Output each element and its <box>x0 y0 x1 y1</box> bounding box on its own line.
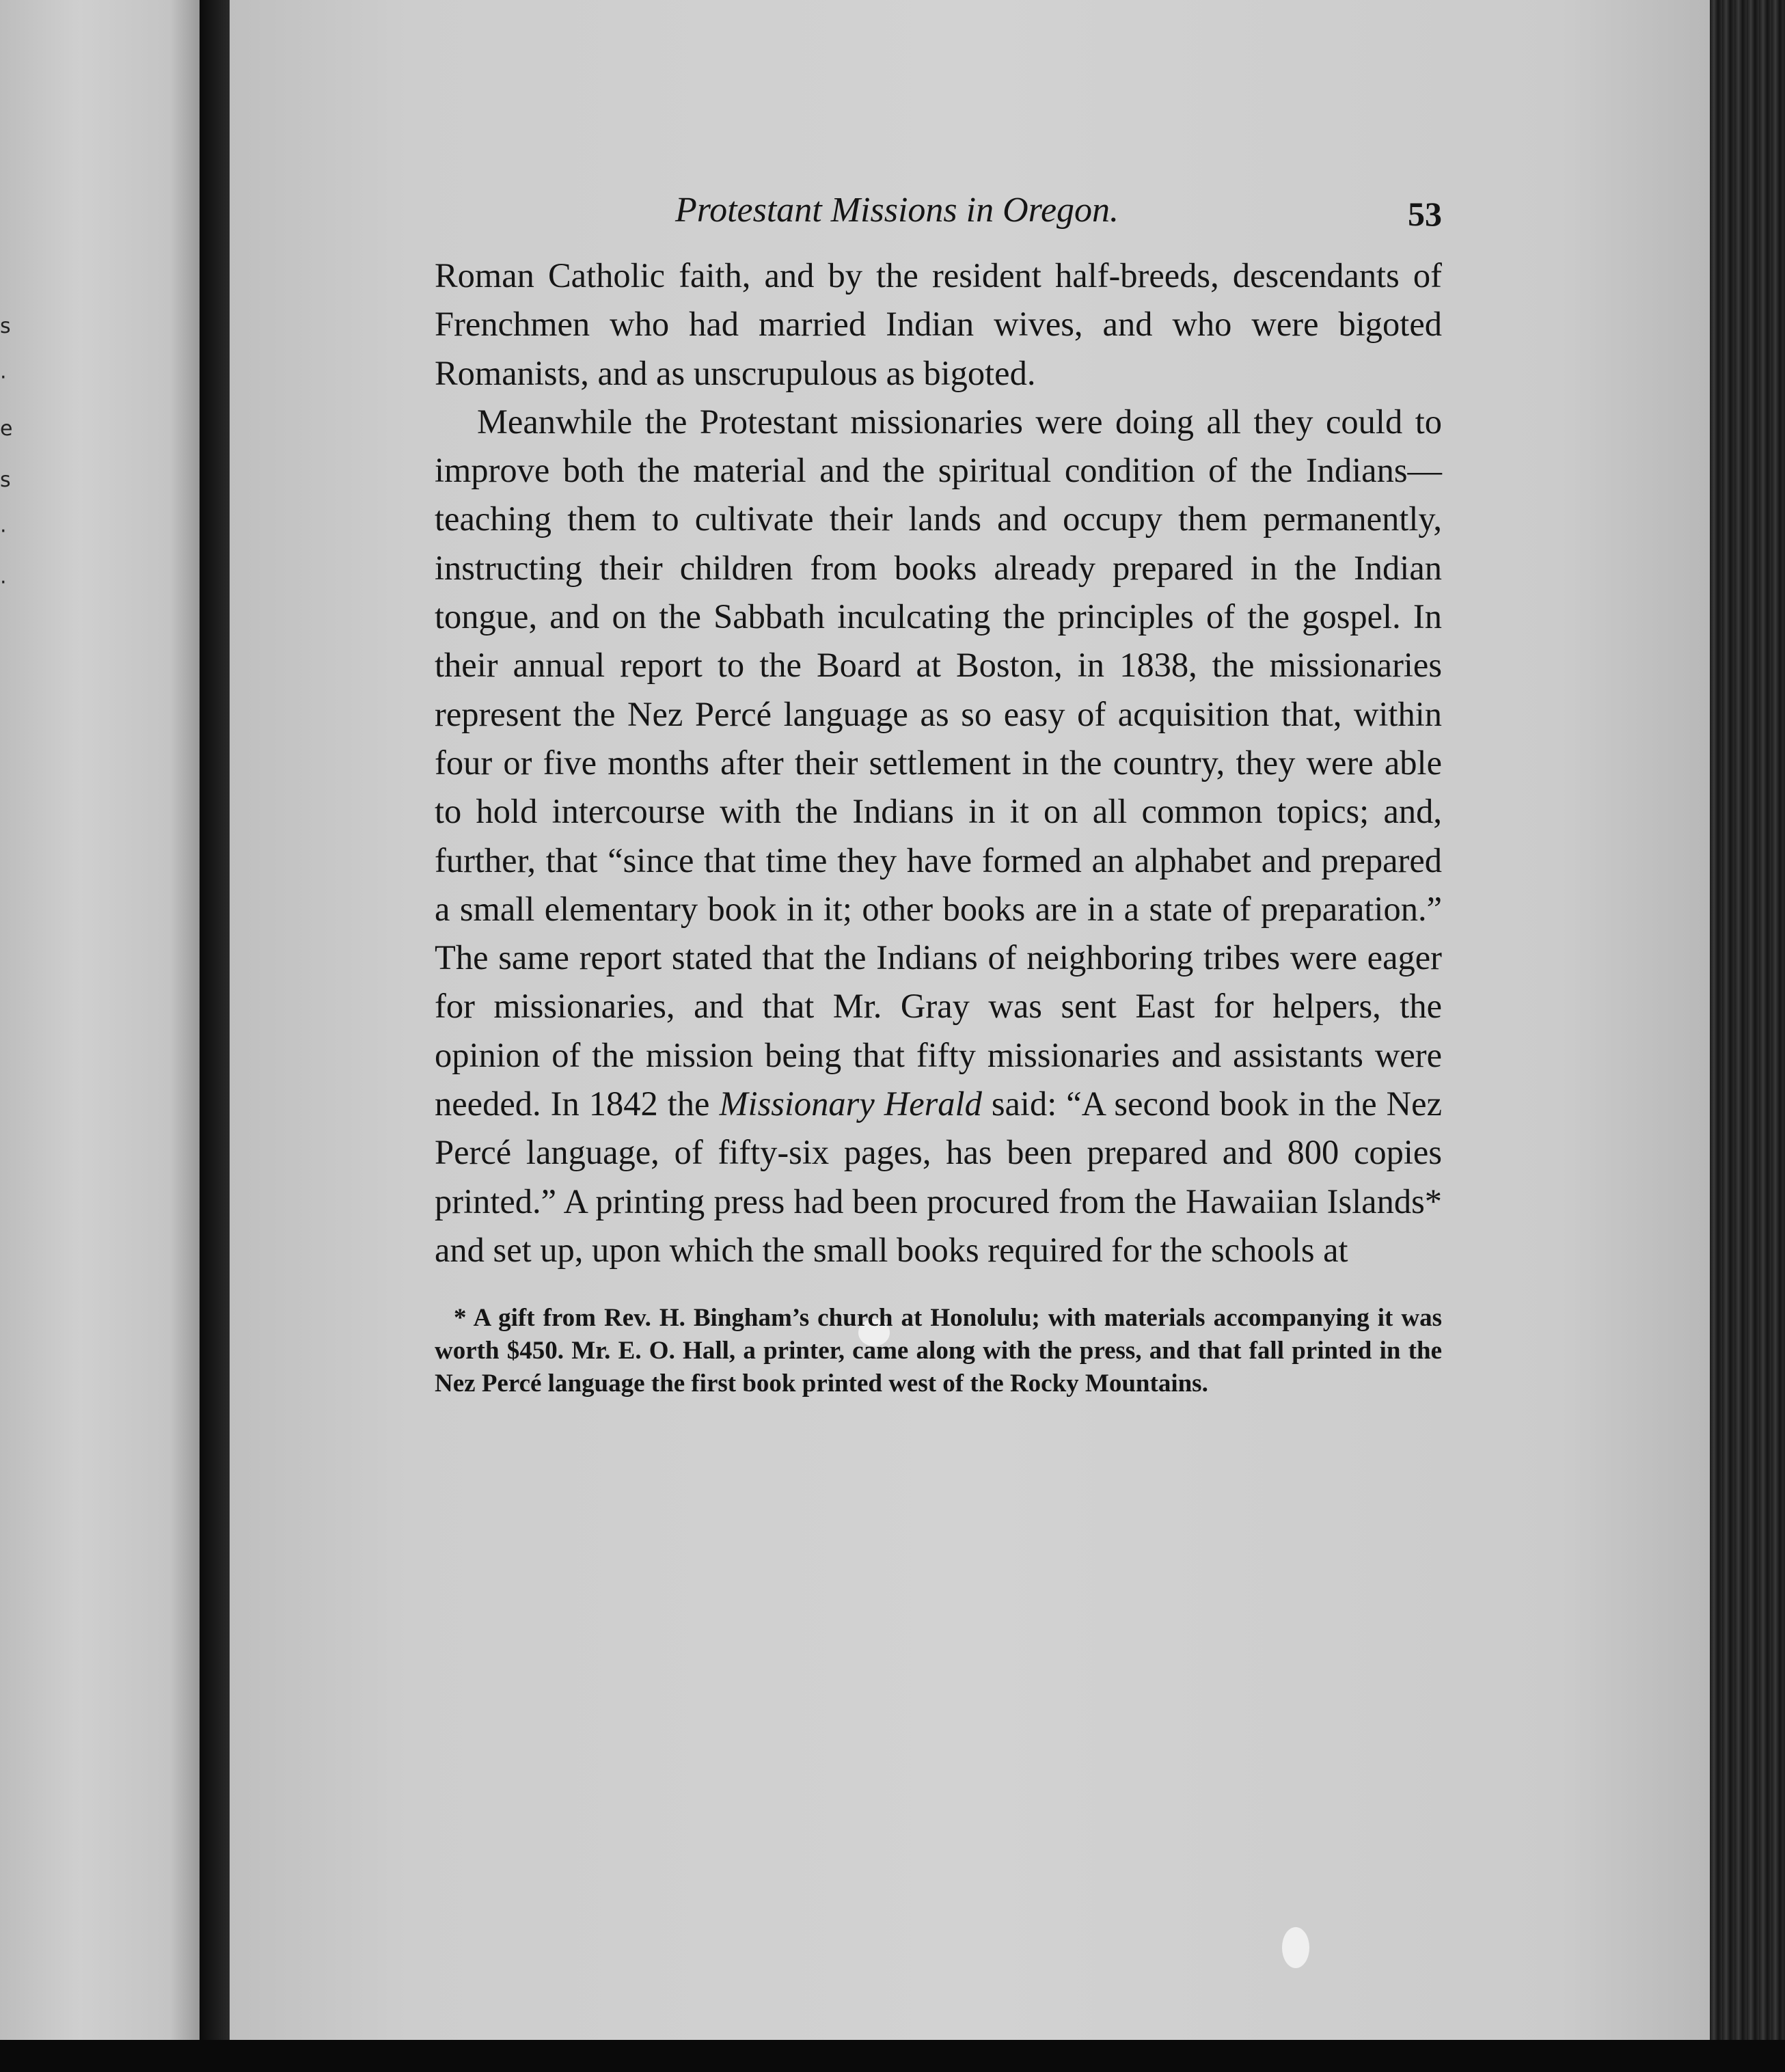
left-facing-page <box>0 0 200 2072</box>
book-gutter <box>200 0 230 2072</box>
left-mark: · <box>0 366 7 390</box>
paragraph-2-text-before: Meanwhile the Protestant missionaries were doing all they could to improve both the material and the spiritual condition of the Indians—teaching them to cultivate their lands and occupy them permanently, instructing their children from books already prepared in the Indian tongue, and on the Sabbath inculcating the principles of the gospel. In their annual report to the Board at Boston, in 1838, the missionaries represent the Nez Percé language as so easy of acquisition that, within four or five months after their settlement in the country, they were able to hold intercourse with the Indians in it on all common topics; and, further, that “since that time they have formed an alphabet and prepared a small elementary book in it; other books are in a state of preparation.” The same report stated that the Indians of neighboring tribes were eager for missionaries, and that Mr. Gray was sent East for helpers, the opinion of the mission being that fifty missionaries and assistants were needed. In 1842 the <box>435 402 1442 1123</box>
footnote: * A gift from Rev. H. Bingham’s church at Honolulu; with materials accompanying it was worth $450. Mr. E. O. Hall, a printer, came along with the press, and that fall printed in the Nez Percé language the first book printed west of the Rocky Mountains. <box>435 1304 1442 1398</box>
running-head <box>435 185 1442 246</box>
left-mark: s <box>0 314 11 338</box>
paragraph-2-text-after: said: “A second book in the Nez Percé language, of fifty-six pages, has been prepared and 800 copies printed.” A printing press had been procured from the Hawaiian Islands* and set up, upon which the small books required for the schools at <box>435 1085 1442 1269</box>
paragraph-1: Roman Catholic faith, and by the resident half-breeds, descendants of Frenchmen who had married Indian wives, and who were bigoted Romanists, and as unscrupulous as bigoted. <box>435 256 1442 392</box>
missionary-herald-title: Missionary Herald <box>719 1085 982 1123</box>
left-mark: · <box>0 519 7 543</box>
left-mark: e <box>0 417 13 441</box>
paragraph-2 <box>435 398 1442 1274</box>
paper-blemish <box>1282 1927 1309 1968</box>
body-text <box>435 251 1442 1274</box>
left-mark: · <box>0 571 7 595</box>
left-page-edge-characters <box>0 301 12 916</box>
book-right-edge <box>1710 0 1785 2072</box>
page-text-block <box>435 185 1442 1426</box>
scan-bottom-edge <box>0 2040 1785 2072</box>
left-mark: s <box>0 468 11 492</box>
page-number: 53 <box>1408 195 1442 233</box>
running-title: Protestant Missions in Oregon. <box>675 191 1119 230</box>
